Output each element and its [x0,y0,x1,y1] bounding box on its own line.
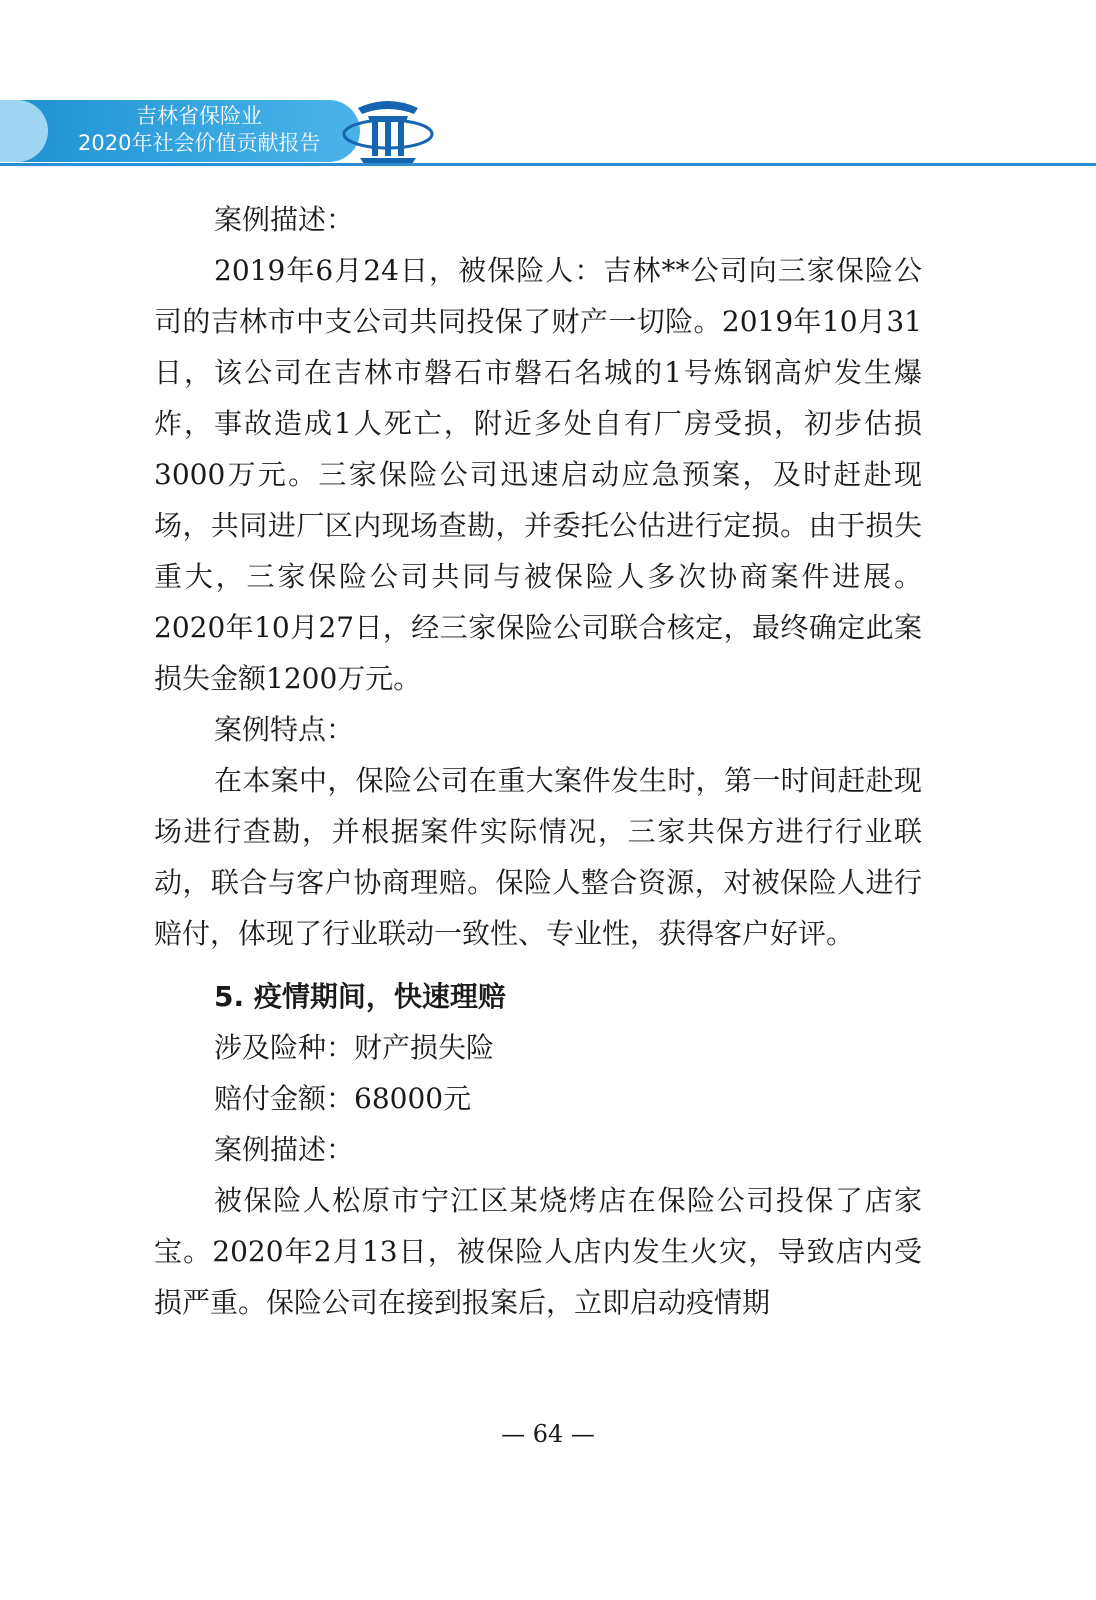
header-rule [0,163,1096,166]
page-header [0,0,1096,180]
case-description-paragraph-2: 被保险人松原市宁江区某烧烤店在保险公司投保了店家宝。2020年2月13日，被保险人店内发生火灾，导致店内受损严重。保险公司在接到报案后，立即启动疫情期 [154,1184,922,1319]
report-title-line1: 吉林省保险业 [136,104,262,128]
case-features-paragraph: 在本案中，保险公司在重大案件发生时，第一时间赶赴现场进行查勘，并根据案件实际情况，三家共保方进行行业联动，联合与客户协商理赔。保险人整合资源，对被保险人进行赔付，体现了行业联动一致性、专业性，获得客户好评。 [154,764,922,950]
section-heading: 5. 疫情期间，快速理赔 [214,980,506,1013]
insurance-type-line: 涉及险种：财产损失险 [214,1031,495,1064]
page-number: — 64 — [501,1420,595,1448]
case-description-label-2: 案例描述： [214,1133,355,1166]
pavilion-logo-icon [340,92,436,168]
payout-amount-line: 赔付金额：68000元 [214,1082,472,1115]
report-title-line2: 2020年社会价值贡献报告 [78,131,321,155]
report-title [78,103,378,157]
case-description-paragraph: 2019年6月24日，被保险人：吉林**公司向三家保险公司的吉林市中支公司共同投保了财产一切险。2019年10月31日，该公司在吉林市磐石市磐石名城的1号炼钢高炉发生爆炸，事故造成1人死亡，附近多处自有厂房受损，初步估损3000万元。三家保险公司迅速启动应急预案，及时赶赴现场，共同进厂区内现场查勘，并委托公估进行定损。由于损失重大，三家保险公司共同与被保险人多次协商案件进展。2020年10月27日，经三家保险公司联合核定，最终确定此案损失金额1200万元。 [154,254,922,695]
case-features-label: 案例特点： [214,713,355,746]
article-body [154,194,922,1328]
case-description-label: 案例描述： [214,203,355,236]
